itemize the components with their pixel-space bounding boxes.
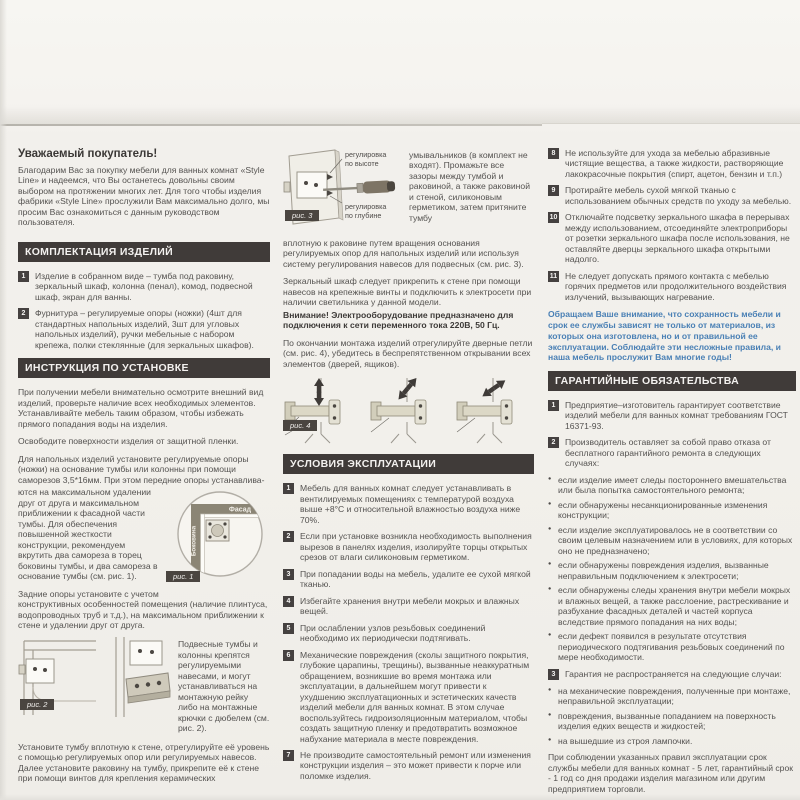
item-number-badge: 1 [548, 400, 559, 411]
warranty-bullet: ● если обнаружены несанкционированные изменения конструкции; [548, 500, 796, 521]
item-number-badge: 2 [548, 437, 559, 448]
usage-item-2 [283, 531, 534, 562]
item-text: Производитель оставляет за собой право отказа от бесплатного гарантийного ремонта в следующих случаях: [565, 437, 771, 469]
section-header-install: ИНСТРУКЦИЯ ПО УСТАНОВКЕ [18, 358, 270, 378]
item-number-badge: 9 [548, 185, 559, 196]
install-para-1: При получении мебели внимательно осмотрите внешний вид изделий, проверьте наличие всех необходимых элементов. Устанавливайте мебель таким образом, чтобы избежать прямого попадания воды на изделия. [18, 387, 264, 429]
right-column [548, 148, 796, 800]
blue-notice-text: Обращаем Ваше внимание, что сохранность мебели и срок ее службы зависят не только от материалов, из которых она изготовлена, но и от правильной ее эксплуатации. Соблюдайте эти несложные правила, и наша мебель прослужит Вам многие годы! [548, 309, 781, 363]
install-para-3b-text: ются на максимальном удалении друг от друга и максимальном приближении к фасадной части тумбы. Для обеспечения повышенной жесткости конструкции, рекомендуем вкрутить два самореза в торец боковины тумбы, и два самореза в основание тумбы (см. рис. 1). [18, 487, 158, 582]
adjust-height-label-2: по высоте [345, 159, 379, 168]
item-text: При попадании воды на мебель, удалите ее сухой мягкой тканью. [300, 568, 531, 590]
hinge-3 [457, 377, 512, 444]
item-number-badge: 6 [283, 650, 294, 661]
middle-column [283, 146, 534, 787]
usage-item-6 [283, 650, 534, 744]
fold-crease [0, 124, 542, 126]
warranty-footer: При соблюдении указанных правил эксплуатации срок службы мебели для ванных комнат - 5 лет, гарантийный срок - 1 год со дня продажи изделия магазином или другим предприятием торговли. [548, 752, 794, 794]
usage-item-10 [548, 212, 796, 264]
item-number-badge: 4 [283, 596, 294, 607]
item-number-badge: 3 [283, 569, 294, 580]
figure-2 [18, 637, 270, 733]
assembly-item-1 [18, 271, 270, 302]
install2-para-1: вплотную к раковине путем вращения основания регулируемых опор для напольных изделий или используя систему регулирования навесов для подвесных (см. рис. 3). [283, 238, 524, 269]
warranty-bullet: ● повреждения, вызванные попаданием на поверхность изделия едких веществ и жидкостей; [548, 711, 796, 732]
section-header-assembly: КОМПЛЕКТАЦИЯ ИЗДЕЛИЙ [18, 242, 270, 262]
item-text: Протирайте мебель сухой мягкой тканью с использованием обычных средств по уходу за мебелью. [565, 185, 792, 206]
item-number-badge: 8 [548, 148, 559, 159]
electric-warning: Внимание! Электрооборудование предназначено для подключения к сети переменного тока 220В, 50 Гц. [283, 309, 514, 331]
usage-item-11 [548, 271, 796, 302]
adjust-depth-label-1: регулировка [345, 202, 387, 211]
fold-shadow [0, 106, 800, 124]
item-number-badge: 2 [283, 531, 294, 542]
figure-2-right [104, 637, 172, 733]
warranty-bullet: ● если изделие эксплуатировалось не в соответствии со своим целевым назначением или в условиях, для которых оно не предназначено; [548, 525, 796, 556]
mounting-rail-diagram [104, 637, 172, 717]
hinge-1 [285, 378, 340, 443]
item-number-badge: 1 [18, 271, 29, 282]
item-text: Не производите самостоятельный ремонт или изменения конструкции изделия – это может привести к порче или поломке изделия. [300, 749, 531, 781]
item-text: Механические повреждения (сколы защитного покрытия, глубокие царапины, трещины), вызванные неаккуратным обращением, возникшие во время монтажа или эксплуатации, в дальнейшем могут привести к ухудшению эксплуатационных и эстетических качеств изделий мебели для ванных комнат. В этом случае воспользуйтесь гидроизоляционным материалом, чтобы создать защитную пленку и предотвратить возможное набухание материала в месте повреждения. [300, 649, 530, 744]
warranty-bullet: ● если изделие имеет следы постороннего вмешательства или была попытка самостоятельного ремонта; [548, 475, 796, 496]
install-para-3a: Для напольных изделий установите регулируемые опоры (ножки) на основание тумбы или колонны при помощи саморезов 3,5*16мм. При этом передние опоры устанавлива- [18, 453, 265, 485]
figure-3-badge: рис. 3 [285, 210, 319, 221]
left-column [18, 148, 270, 791]
fold-crease-right [542, 123, 800, 124]
welcome-heading: Уважаемый покупатель! [18, 148, 158, 160]
figure-3 [283, 146, 534, 232]
warranty-bullet: ● на механические повреждения, полученные при монтаже, неправильной эксплуатации; [548, 686, 796, 707]
item-number-badge: 5 [283, 623, 294, 634]
item-text: Не используйте для ухода за мебелью абразивные чистящие вещества, а также жидкости, растворяющие лакокрасочные покрытия (спирт, ацетон, бензин и т.п.) [565, 148, 784, 179]
item-text: Предприятие–изготовитель гарантирует соответствие изделий мебели для ванных комнат требованиям ГОСТ 16371-93. [565, 399, 788, 431]
section-header-usage: УСЛОВИЯ ЭКСПЛУАТАЦИИ [283, 454, 534, 474]
figure-2-caption-text: Подвесные тумбы и колонны крепятся регулируемыми навесами, и могут устанавливаться на монтажную рейку либо на монтажные крючки с дюбелем (см. рис. 2). [178, 639, 270, 734]
item-number-badge: 11 [549, 272, 558, 280]
item-number-badge: 10 [549, 214, 558, 222]
usage-item-4 [283, 596, 534, 617]
item-text: Мебель для ванных комнат следует устанавливать в вентилируемых помещениях с температурой воздуха выше +8°С и относительной влажностью воздуха ниже 70%. [300, 483, 521, 525]
usage-item-8 [548, 148, 796, 179]
item-text: При ослаблении узлов резьбовых соединений необходимо их периодически подтягивать. [300, 622, 486, 644]
usage-item-7 [283, 750, 534, 781]
adjust-depth-label-2: по глубине [345, 211, 382, 220]
warranty-item-3 [548, 669, 796, 680]
welcome-text: Благодарим Вас за покупку мебели для ванных комнат «Style Line» и надеемся, что Вы останетесь довольны своим выбором на протяжении многих лет. Для того чтобы изделия фабрики «Style Line» прослужили Вам максимально долго, мы просим Вас ознакомиться с данным руководством пользователя. [18, 165, 270, 228]
figure-3-drawing [283, 146, 401, 232]
figure-1-badge: рис. 1 [166, 571, 200, 582]
warranty-bullet: ● если дефект появился в результате отсутствия периодического подтягивания резьбовых соединений по мере необходимости. [548, 631, 796, 662]
item-text: Не следует допускать прямого контакта с мебелью горячих предметов или продолжительного воздействия излучений, вызывающих нагревание. [565, 270, 787, 302]
item-number-badge: 7 [283, 750, 294, 761]
warranty-item-1 [548, 400, 796, 431]
sink-text: умывальников (в комплект не входят). Промажьте все зазоры между тумбой и раковиной, а также раковиной и стеной, силиконовым герметиком, затем притяните тумбу [409, 150, 531, 223]
item-number-badge: 1 [283, 483, 294, 494]
figure-2-badge: рис. 2 [20, 699, 54, 710]
install2-para-2: Зеркальный шкаф следует прикрепить к стене при помощи навесов на крепежные винты и подключить к электросети при наличии светильника у данной модели. [283, 276, 532, 308]
item-text: Избегайте хранения внутри мебели мокрых и влажных вещей. [300, 595, 520, 617]
figure-4 [283, 376, 534, 448]
figure-2-left [18, 637, 98, 733]
hinge-adjustment-diagram [283, 376, 534, 444]
install-para-5: Установите тумбу вплотную к стене, отрегулируйте её уровень с помощью регулируемых опор или регулируемых навесов. Далее установите раковину на тумбу, прикрепите её к стене при помощи винтов для крепления керамических [18, 741, 270, 784]
figure-1 [170, 487, 270, 593]
side-panel-label: Боковина [190, 526, 198, 557]
usage-item-9 [548, 185, 796, 206]
item-text: Отключайте подсветку зеркального шкафа в перерывах между использованием, отсоединяйте электроприборы от розетки зеркального шкафа после использования, не оставляйте дверцы зеркального шкафа открытыми надолго. [565, 212, 790, 265]
warranty-bullet: ● если обнаружены повреждения изделия, вызванные неправильным подключением к электросети; [548, 560, 796, 581]
install-para-4: Задние опоры установите с учетом конструктивных особенностей помещения (наличие плинтуса, водопроводных труб и т.д.), на максимальном приближении к стене и удалении друг от друга. [18, 588, 268, 630]
install-para-2: Освободите поверхности изделия от защитной пленки. [18, 436, 239, 447]
warranty-item-2 [548, 437, 796, 468]
item-number-badge: 2 [18, 308, 29, 319]
item-text: Фурнитура – регулируемые опоры (ножки) (4шт для стандартных напольных изделий, 3шт для угловых напольных изделий), ручки мебельные с набором крепежа, полки стеклянные (для зеркальных шкафов). [35, 308, 254, 350]
adjust-height-label-1: регулировка [345, 150, 387, 159]
item-text: Изделие в собранном виде – тумба под раковину, зеркальный шкаф, колонна (пенал), комод, подвесной шкаф, экран для ванны. [35, 270, 253, 302]
usage-item-5 [283, 623, 534, 644]
assembly-item-2 [18, 308, 270, 350]
warranty-bullet: ● если обнаружены следы хранения внутри мебели мокрых и влажных вещей, а также расслоение, растрескивание и разбухание фасадных деталей и частей корпуса вследствие прямого попадания на них воды; [548, 585, 796, 627]
hinge-2 [371, 376, 426, 443]
item-text: Гарантия не распространяется на следующие случаи: [565, 668, 782, 679]
usage-item-1 [283, 483, 534, 525]
item-text: Если при установке возникла необходимость выполнения вырезов в панелях изделия, изолируйте торцы открытых срезов от влаги силиконовым герметиком. [300, 531, 532, 563]
usage-item-3 [283, 569, 534, 590]
section-header-warranty: ГАРАНТИЙНЫЕ ОБЯЗАТЕЛЬСТВА [548, 371, 796, 391]
install-para-3b [18, 487, 270, 581]
facade-label: Фасад [228, 506, 252, 514]
install2-para-3: По окончании монтажа изделий отрегулируйте дверные петли (см. рис. 4), убедитесь в беспрепятственном открывании всех элементов (дверей, ящиков). [283, 337, 533, 369]
item-number-badge: 3 [548, 669, 559, 680]
figure-4-badge: рис. 4 [283, 420, 317, 431]
warranty-bullet: ● на вышедшие из строя лампочки. [548, 736, 796, 746]
